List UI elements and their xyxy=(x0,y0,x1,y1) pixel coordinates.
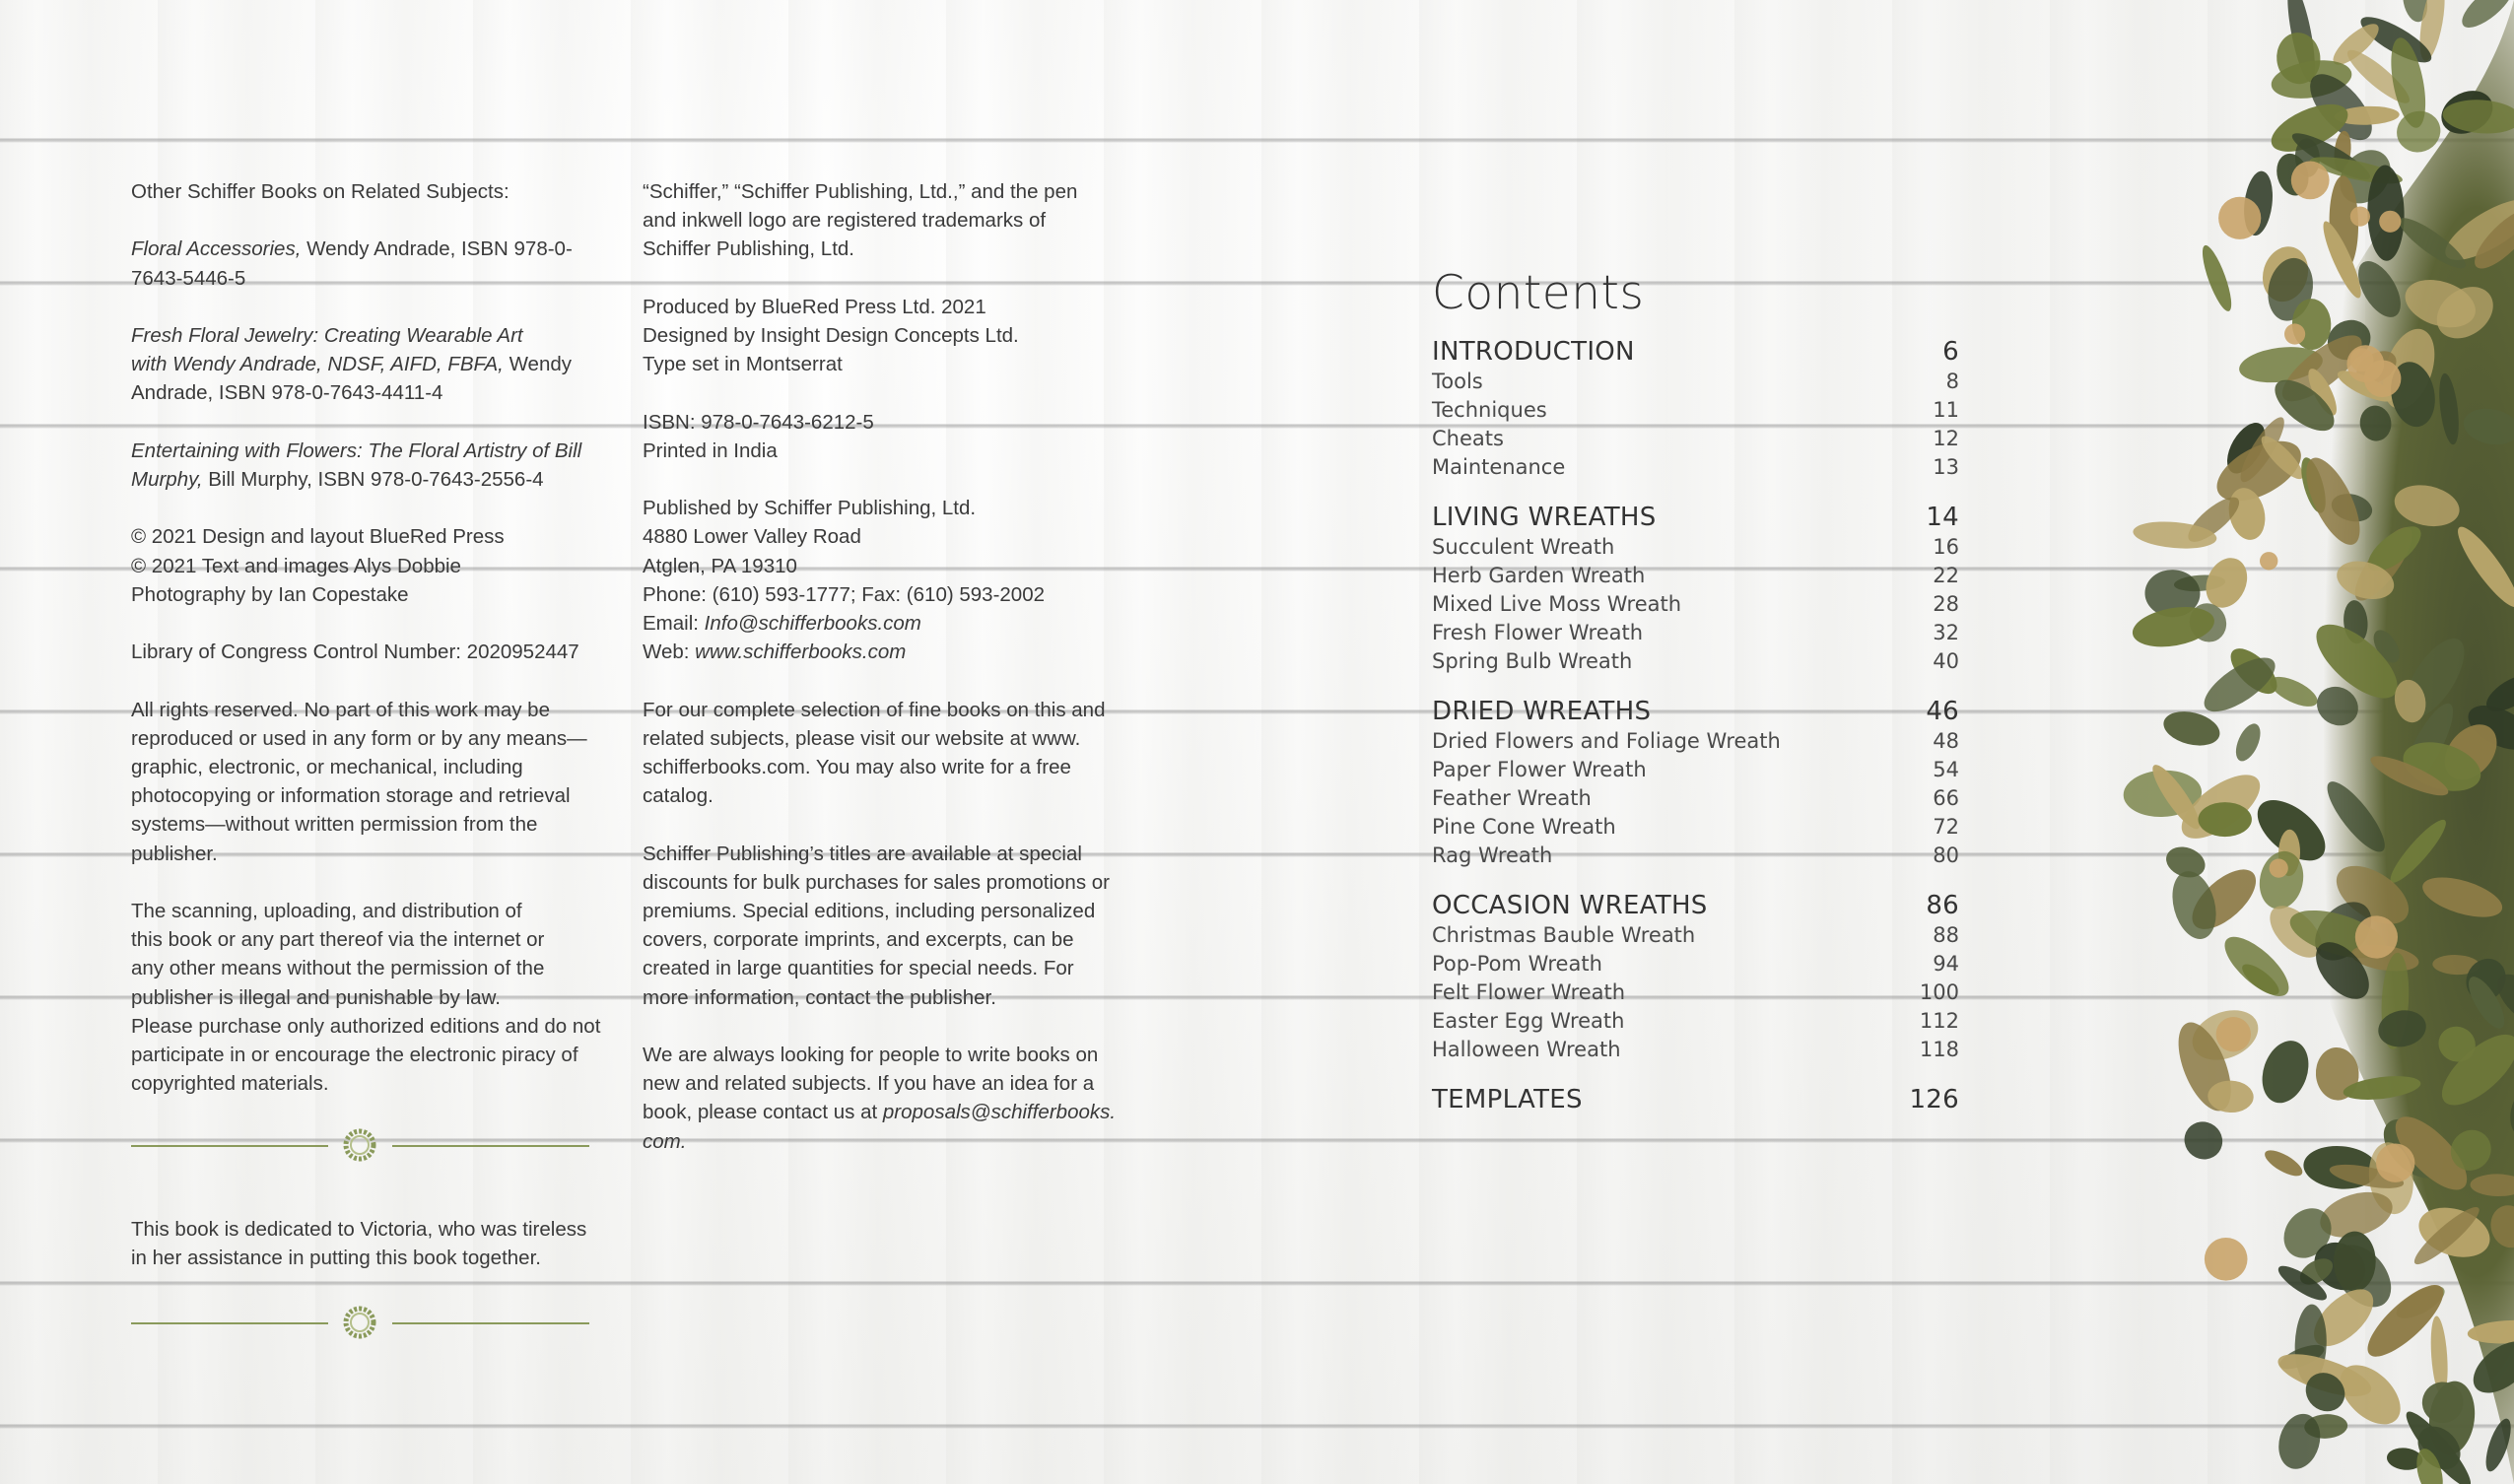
entry-page-number: 48 xyxy=(1933,729,1959,753)
entry-title: Felt Flower Wreath xyxy=(1432,980,1626,1004)
wreath-leaf xyxy=(2199,802,2252,837)
entry-page-number: 28 xyxy=(1933,592,1959,616)
imprint-paragraph xyxy=(131,235,624,292)
contents-entry xyxy=(1432,784,1959,813)
contents-sections xyxy=(1432,336,1959,1115)
wreath-ornament-icon xyxy=(340,1303,379,1342)
wreath-leaf xyxy=(2165,866,2222,944)
contents-section-heading xyxy=(1432,1084,1959,1115)
wreath-seed-pod xyxy=(2216,1017,2251,1051)
contents-entry xyxy=(1432,396,1959,425)
wreath-seed-pod xyxy=(2205,1238,2248,1281)
ornament-divider-top xyxy=(131,1125,589,1165)
text-run: All rights reserved. No part of this work may be reproduced or used in any form or by any means— graphic, electronic, or mechanical, including photocopying or information storage and retrieval systems—without written permission from the publisher. xyxy=(131,698,587,865)
wreath-leaf xyxy=(2160,707,2223,752)
contents-section xyxy=(1432,502,1959,676)
contents-entry xyxy=(1432,727,1959,756)
wreath-ornament-icon xyxy=(340,1125,379,1165)
contents-entry xyxy=(1432,1036,1959,1064)
italic-text: Fresh Floral Jewelry: Creating Wearable Art with Wendy Andrade, NDSF, AIFD, FBFA, xyxy=(131,323,523,376)
text-run: Bill Murphy, ISBN 978-0-7643-2556-4 xyxy=(208,467,544,491)
section-title: TEMPLATES xyxy=(1432,1085,1583,1114)
entry-title: Techniques xyxy=(1432,398,1547,422)
entry-title: Maintenance xyxy=(1432,455,1566,479)
wreath-leaf xyxy=(2261,1145,2306,1180)
entry-page-number: 88 xyxy=(1933,923,1959,947)
contents-entry xyxy=(1432,590,1959,619)
entry-page-number: 8 xyxy=(1945,370,1959,393)
entry-title: Paper Flower Wreath xyxy=(1432,758,1647,781)
table-of-contents xyxy=(1432,266,1959,1135)
contents-entry xyxy=(1432,647,1959,676)
entry-title: Cheats xyxy=(1432,427,1504,450)
entry-page-number: 80 xyxy=(1933,843,1959,867)
entry-title: Easter Egg Wreath xyxy=(1432,1009,1625,1033)
entry-page-number: 54 xyxy=(1933,758,1959,781)
italic-text: www.schifferbooks.com xyxy=(695,641,907,664)
wreath-leaf xyxy=(2177,1114,2230,1167)
contents-entry xyxy=(1432,533,1959,562)
text-run: We are always looking for people to write books on new and related subjects. If you have an idea for a book, please contact us at xyxy=(643,1044,1099,1124)
paragraph-gap xyxy=(131,666,624,695)
entry-title: Spring Bulb Wreath xyxy=(1432,649,1633,673)
middle-paragraphs xyxy=(643,177,1145,1156)
entry-title: Pop-Pom Wreath xyxy=(1432,952,1602,976)
text-run: Library of Congress Control Number: 2020952447 xyxy=(131,641,579,664)
contents-entry xyxy=(1432,921,1959,950)
entry-title: Fresh Flower Wreath xyxy=(1432,621,1644,644)
paragraph-gap xyxy=(131,609,624,638)
entry-page-number: 32 xyxy=(1933,621,1959,644)
italic-text: Info@schifferbooks.com xyxy=(704,612,921,635)
wreath-leaf xyxy=(2197,242,2236,314)
contents-entry xyxy=(1432,756,1959,784)
imprint-paragraph xyxy=(131,522,624,609)
section-title: OCCASION WREATHS xyxy=(1432,891,1708,920)
contents-section xyxy=(1432,336,1959,482)
imprint-paragraph xyxy=(643,177,1145,264)
contents-entry xyxy=(1432,1007,1959,1036)
entry-page-number: 94 xyxy=(1933,952,1959,976)
wreath-seed-pod xyxy=(2355,915,2398,958)
paragraph-gap xyxy=(131,408,624,437)
entry-page-number: 16 xyxy=(1933,535,1959,559)
divider-line xyxy=(131,1322,328,1324)
wreath-seed-pod xyxy=(2260,552,2277,570)
entry-page-number: 40 xyxy=(1933,649,1959,673)
imprint-paragraph xyxy=(643,408,1145,465)
entry-page-number: 72 xyxy=(1933,815,1959,839)
text-run: Web: xyxy=(643,641,690,664)
wreath-seed-pod xyxy=(2376,1144,2414,1182)
imprint-middle-column xyxy=(643,177,1145,1156)
entry-page-number: 13 xyxy=(1933,455,1959,479)
contents-entry xyxy=(1432,562,1959,590)
text-run: Wendy Andrade, ISBN 978-0- 7643-5446-5 xyxy=(131,237,573,290)
contents-section xyxy=(1432,696,1959,870)
text-run: Schiffer Publishing’s titles are available at special discounts for bulk purchases for sales promotions or premiums. Special editions, including personalized covers, corporate imprints, and excerpts, can be created in large quantities for special needs. For more information, contact the publisher. xyxy=(643,842,1111,1009)
paragraph-gap xyxy=(643,666,1145,695)
paragraph-gap xyxy=(131,494,624,522)
paragraph-gap xyxy=(131,293,624,321)
contents-entry xyxy=(1432,813,1959,842)
entry-title: Succulent Wreath xyxy=(1432,535,1615,559)
imprint-paragraph xyxy=(643,840,1145,1012)
contents-entry xyxy=(1432,950,1959,978)
entry-title: Dried Flowers and Foliage Wreath xyxy=(1432,729,1781,753)
divider-line xyxy=(392,1145,589,1147)
wreath-seed-pod xyxy=(2350,207,2370,227)
entry-title: Pine Cone Wreath xyxy=(1432,815,1616,839)
imprint-paragraph xyxy=(643,494,1145,666)
text-run: Wendy Andrade, ISBN 978-0-7643-4411-4 xyxy=(131,353,572,405)
contents-section-heading xyxy=(1432,696,1959,727)
left-paragraphs xyxy=(131,177,624,1098)
entry-title: Christmas Bauble Wreath xyxy=(1432,923,1696,947)
section-page-number: 6 xyxy=(1942,337,1959,367)
paragraph-gap xyxy=(643,1012,1145,1041)
imprint-paragraph xyxy=(131,897,624,1098)
text-run: Produced by BlueRed Press Ltd. 2021 Designed by Insight Design Concepts Ltd. Type set in Montserrat xyxy=(643,295,1019,376)
imprint-paragraph xyxy=(131,696,624,868)
entry-page-number: 118 xyxy=(1919,1038,1959,1061)
imprint-paragraph xyxy=(131,177,624,206)
divider-line xyxy=(131,1145,328,1147)
section-page-number: 86 xyxy=(1926,891,1959,920)
entry-title: Rag Wreath xyxy=(1432,843,1553,867)
imprint-paragraph xyxy=(643,293,1145,379)
entry-title: Tools xyxy=(1432,370,1483,393)
contents-section-heading xyxy=(1432,336,1959,368)
section-page-number: 46 xyxy=(1926,697,1959,726)
contents-section xyxy=(1432,1084,1959,1115)
paragraph-gap xyxy=(643,465,1145,494)
imprint-paragraph xyxy=(131,321,624,408)
paragraph-gap xyxy=(643,264,1145,293)
contents-entry xyxy=(1432,619,1959,647)
italic-text: Entertaining with Flowers: The Floral Artistry of Bill Murphy, xyxy=(131,438,582,491)
entry-page-number: 112 xyxy=(1919,1009,1959,1033)
wreath-seed-pod xyxy=(2218,197,2261,239)
wreath-seed-pod xyxy=(2284,323,2305,344)
wreath-seed-pod xyxy=(2291,162,2330,200)
entry-title: Herb Garden Wreath xyxy=(1432,564,1646,587)
text-run: © 2021 Design and layout BlueRed Press © 2021 Text and images Alys Dobbie Photography by Ian Copestake xyxy=(131,525,505,606)
text-run: The scanning, uploading, and distribution of this book or any part thereof via the internet or any other means without the permission of the publisher is illegal and punishable by law. Please purchase only authorized editions and do not participate in or encourage the electronic piracy of copyrighted materials. xyxy=(131,899,601,1096)
contents-section xyxy=(1432,890,1959,1064)
imprint-paragraph xyxy=(131,437,624,494)
imprint-paragraph xyxy=(643,1041,1145,1156)
entry-page-number: 12 xyxy=(1933,427,1959,450)
text-run: Published by Schiffer Publishing, Ltd. 4880 Lower Valley Road Atglen, PA 19310 Phone: (610) 593-1777; Fax: (610) 593-2002 Email: xyxy=(643,497,1045,635)
divider-line xyxy=(392,1322,589,1324)
entry-page-number: 100 xyxy=(1919,980,1959,1004)
italic-text: Floral Accessories, xyxy=(131,237,307,261)
text-run: “Schiffer,” “Schiffer Publishing, Ltd.,” and the pen and inkwell logo are registered trademarks of Schiffer Publishing, Ltd. xyxy=(643,180,1078,261)
entry-page-number: 66 xyxy=(1933,786,1959,810)
section-title: DRIED WREATHS xyxy=(1432,697,1652,726)
entry-page-number: 22 xyxy=(1933,564,1959,587)
text-run: ISBN: 978-0-7643-6212-5 Printed in India xyxy=(643,410,874,462)
entry-title: Halloween Wreath xyxy=(1432,1038,1621,1061)
imprint-paragraph xyxy=(131,638,624,666)
wreath-leaf xyxy=(2231,720,2266,765)
imprint-left-column xyxy=(131,177,624,1098)
contents-entry xyxy=(1432,368,1959,396)
contents-entry xyxy=(1432,453,1959,482)
imprint-paragraph xyxy=(643,696,1145,811)
contents-entry xyxy=(1432,978,1959,1007)
paragraph-gap xyxy=(131,206,624,235)
ornament-divider-bottom xyxy=(131,1303,589,1342)
contents-entry xyxy=(1432,425,1959,453)
section-page-number: 126 xyxy=(1909,1085,1959,1114)
wreath-seed-pod xyxy=(2379,211,2401,233)
paragraph-gap xyxy=(643,810,1145,839)
text-run: For our complete selection of fine books on this and related subjects, please visit our website at www. schifferbooks.com. You may also write for a free catalog. xyxy=(643,698,1106,808)
section-page-number: 14 xyxy=(1926,503,1959,532)
paragraph-gap xyxy=(643,378,1145,407)
wreath-leaf xyxy=(2255,1035,2317,1110)
contents-entry xyxy=(1432,842,1959,870)
entry-title: Feather Wreath xyxy=(1432,786,1592,810)
wreath-seed-pod xyxy=(2346,345,2384,382)
section-title: LIVING WREATHS xyxy=(1432,503,1657,532)
dedication-text: This book is dedicated to Victoria, who was tireless in her assistance in putting this book together. xyxy=(131,1218,587,1270)
contents-section-heading xyxy=(1432,890,1959,921)
italic-text: proposals@schifferbooks. com. xyxy=(643,1101,1117,1153)
entry-page-number: 11 xyxy=(1933,398,1959,422)
paragraph-gap xyxy=(131,868,624,897)
contents-section-heading xyxy=(1432,502,1959,533)
contents-title: Contents xyxy=(1432,266,1645,320)
section-title: INTRODUCTION xyxy=(1432,337,1635,367)
dried-flower-wreath-image xyxy=(1971,0,2514,1484)
wreath-seed-pod xyxy=(2270,859,2288,878)
text-run: Other Schiffer Books on Related Subjects: xyxy=(131,180,510,203)
dedication xyxy=(131,1215,624,1272)
entry-title: Mixed Live Moss Wreath xyxy=(1432,592,1682,616)
